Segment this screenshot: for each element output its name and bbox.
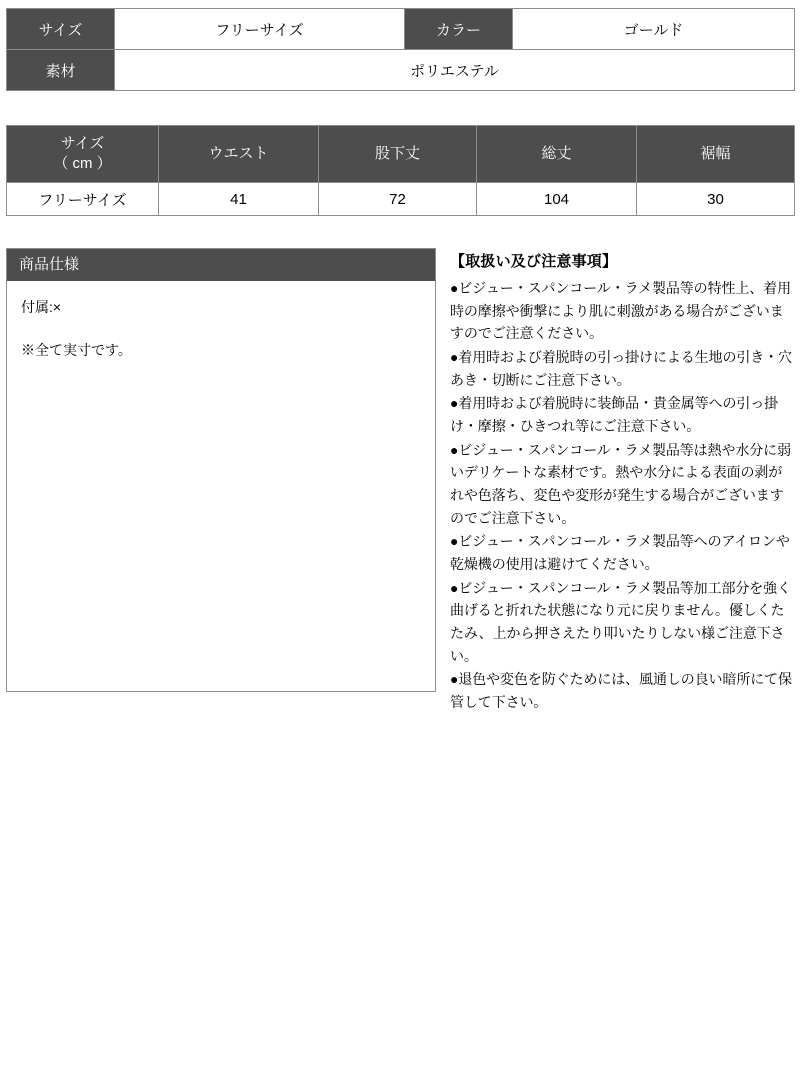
product-spec-panel-body: [7, 281, 435, 691]
spec-line-accessory: 付属:×: [21, 299, 62, 315]
table-row: [7, 183, 795, 216]
spec-label-material: 素材: [7, 50, 115, 91]
measure-header-size-line2: （ cm ）: [53, 155, 112, 172]
measurement-section: [6, 125, 794, 216]
spec-table: [6, 8, 795, 91]
list-item: ●着用時および着脱時に装飾品・貴金属等への引っ掛け・摩擦・ひきつれ等にご注意下さい。: [450, 395, 779, 435]
list-item: ●ビジュー・スパンコール・ラメ製品等へのアイロンや乾燥機の使用は避けてください。: [450, 533, 790, 573]
measure-cell-total-length: 104: [477, 183, 637, 216]
measure-cell-hem-width: 30: [637, 183, 795, 216]
spec-panel-column: [6, 248, 436, 692]
list-item: ●ビジュー・スパンコール・ラメ製品等の特性上、着用時の摩擦や衝撃により肌に刺激がある場合がございますのでご注意ください。: [450, 280, 791, 342]
measure-cell-waist: 41: [159, 183, 319, 216]
spec-label-size: サイズ: [7, 9, 115, 50]
list-item: ●着用時および着脱時の引っ掛けによる生地の引き・穴あき・切断にご注意下さい。: [450, 349, 792, 388]
measure-cell-size: フリーサイズ: [7, 183, 159, 216]
spec-value-color: ゴールド: [513, 9, 795, 50]
list-item: ●ビジュー・スパンコール・ラメ製品等加工部分を強く曲げると折れた状態になり元に戻りません。優しくたたみ、上から押さえたり叩いたりしない様ご注意下さい。: [450, 579, 791, 664]
table-row: [7, 50, 795, 91]
notes-column: [450, 248, 794, 715]
list-item: ●退色や変色を防ぐためには、風通しの良い暗所にて保管して下さい。: [450, 671, 792, 711]
notes-list: [450, 277, 794, 714]
spec-line-note: ※全て実寸です。: [21, 342, 132, 358]
spec-label-color: カラー: [405, 9, 513, 50]
table-header-row: [7, 126, 795, 183]
measurement-table: [6, 125, 795, 216]
spec-value-material: ポリエステル: [115, 50, 795, 91]
measure-header-total-length: 総丈: [477, 126, 637, 183]
spec-value-size: フリーサイズ: [115, 9, 405, 50]
measure-header-size: [7, 126, 159, 183]
product-spec-panel: [6, 248, 436, 692]
lower-section: [6, 248, 794, 715]
product-spec-panel-title: 商品仕様: [7, 249, 435, 281]
notes-title: 【取扱い及び注意事項】: [450, 253, 618, 270]
measure-header-waist: ウエスト: [159, 126, 319, 183]
measure-header-inseam: 股下丈: [319, 126, 477, 183]
table-row: [7, 9, 795, 50]
measure-cell-inseam: 72: [319, 183, 477, 216]
measure-header-size-line1: サイズ: [60, 134, 105, 152]
measure-header-hem-width: 裾幅: [637, 126, 795, 183]
list-item: ●ビジュー・スパンコール・ラメ製品等は熱や水分に弱いデリケートな素材です。熱や水分による表面の剥がれや色落ち、変色や変形が発生する場合がございますのでご注意下さい。: [450, 441, 791, 526]
